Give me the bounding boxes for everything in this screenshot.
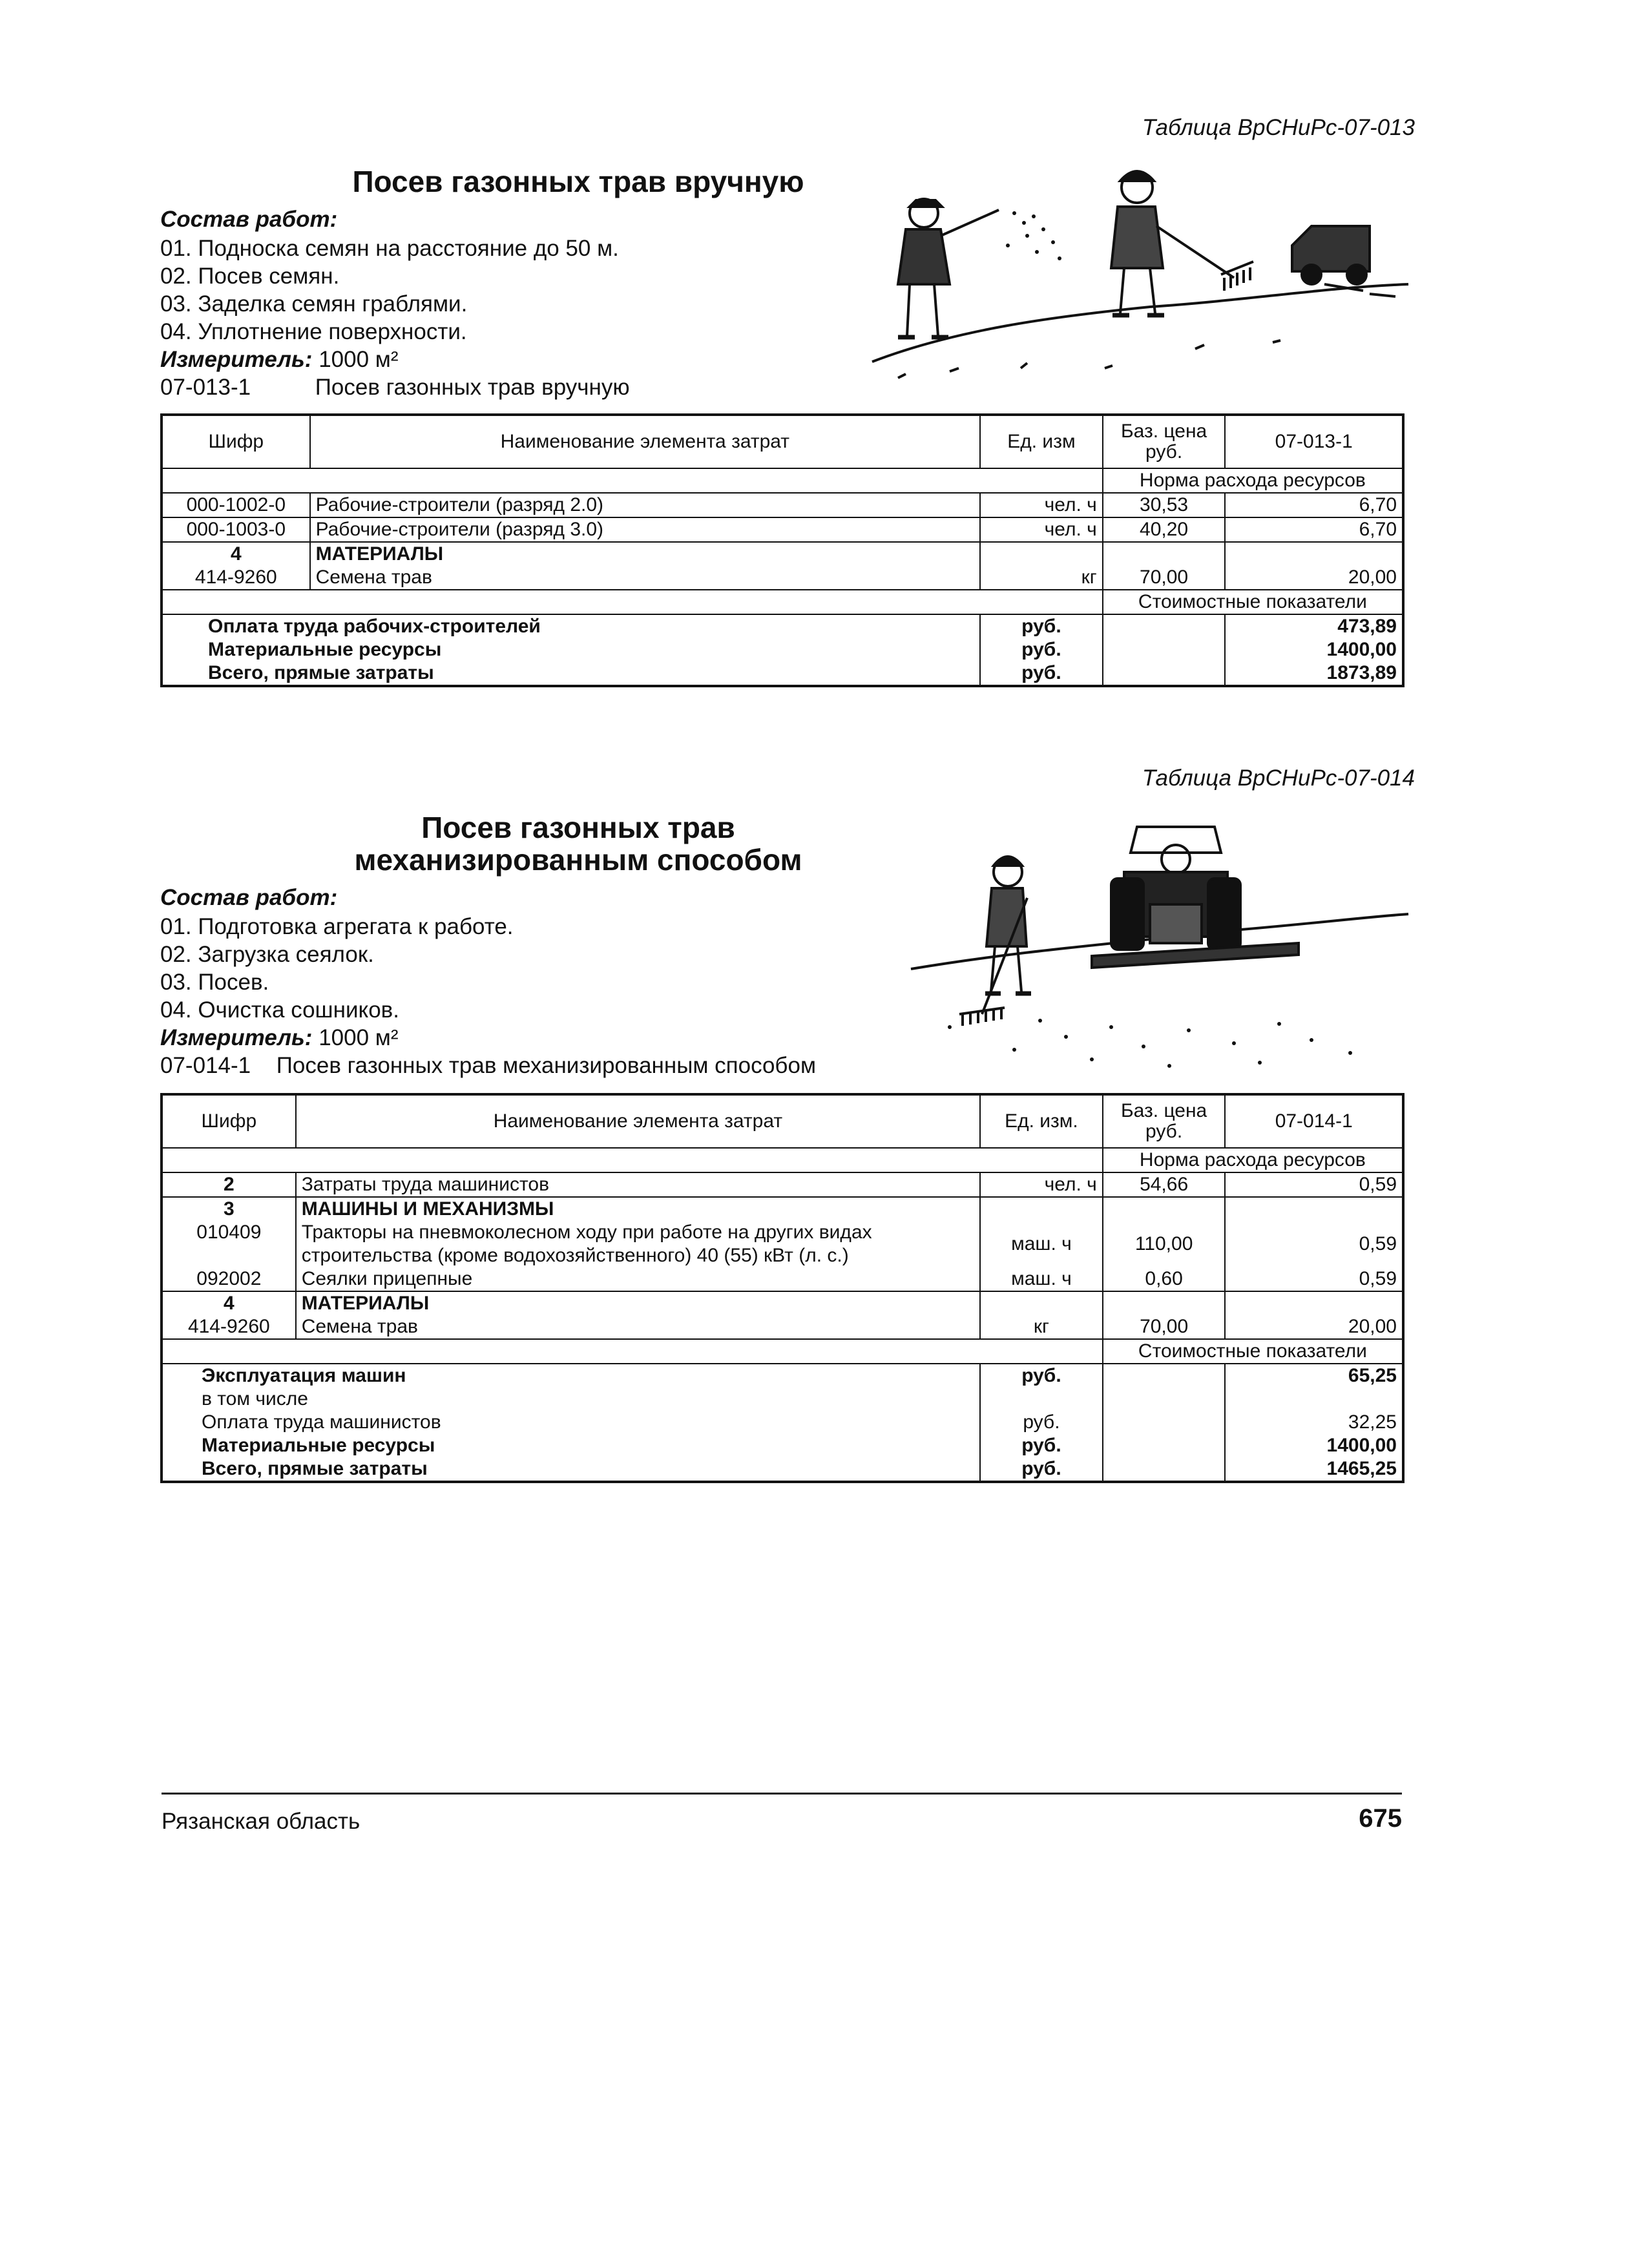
work-item: 01. Подготовка агрегата к работе.: [160, 914, 514, 939]
total-unit: руб.: [980, 1411, 1103, 1434]
illustration-manual-sowing: [859, 155, 1415, 401]
measure-value: 1000 м²: [319, 347, 399, 372]
cell-norm: [1225, 542, 1403, 566]
total-unit: руб.: [980, 1457, 1103, 1482]
table-caption-2: Таблица ВрСНиРс-07-014: [1142, 765, 1415, 791]
cell-norm: 0,59: [1225, 1267, 1403, 1291]
code-line-1: [160, 373, 630, 401]
table-row: [162, 1221, 1403, 1267]
total-row: [162, 1388, 1403, 1411]
header-code: Шифр: [162, 1094, 296, 1148]
work-composition-label-1: Состав работ:: [160, 207, 338, 232]
total-unit: руб.: [980, 1434, 1103, 1457]
cell-unit: чел. ч: [980, 493, 1103, 517]
total-value: 65,25: [1225, 1364, 1403, 1388]
cell-price: 110,00: [1103, 1221, 1226, 1267]
page-number: 675: [1359, 1804, 1402, 1833]
total-row: [162, 1457, 1403, 1482]
cell-code: 414-9260: [162, 566, 310, 590]
cell-unit: чел. ч: [980, 517, 1103, 542]
cell-code: 4: [162, 542, 310, 566]
band-norm: Норма расхода ресурсов: [1103, 1148, 1403, 1172]
cell-norm: 6,70: [1225, 493, 1403, 517]
work-item: 04. Уплотнение поверхности.: [160, 319, 467, 344]
cell-norm: 0,59: [1225, 1221, 1403, 1267]
cell-norm: 6,70: [1225, 517, 1403, 542]
cell-price: 70,00: [1103, 1315, 1226, 1339]
total-row: [162, 1411, 1403, 1434]
total-name: Материальные ресурсы: [162, 1434, 980, 1457]
code-line-name: Посев газонных трав механизированным способом: [276, 1053, 817, 1078]
cell-price: [1103, 542, 1226, 566]
cell-unit: [980, 1291, 1103, 1315]
header-price: Баз. цена руб.: [1103, 415, 1226, 468]
table-row: [162, 1291, 1403, 1315]
total-value: 1400,00: [1225, 1434, 1403, 1457]
table-row: [162, 1197, 1403, 1221]
cell-unit: чел. ч: [980, 1172, 1103, 1197]
cell-name: Семена трав: [296, 1315, 980, 1339]
cell-name: Тракторы на пневмоколесном ходу при работе на других видах строительства (кроме водохозяйственного) 40 (55) кВт (л. с.): [296, 1221, 980, 1267]
total-value: 32,25: [1225, 1411, 1403, 1434]
cell-norm: [1225, 1291, 1403, 1315]
cell-code: 4: [162, 1291, 296, 1315]
footer-divider: [162, 1793, 1402, 1795]
total-row: [162, 1434, 1403, 1457]
section-title-2-line1: Посев газонных трав: [421, 811, 735, 844]
cost-table-1: [160, 413, 1405, 687]
code-line-2: [160, 1052, 816, 1079]
total-unit: руб.: [980, 661, 1103, 686]
cell-norm: 20,00: [1225, 566, 1403, 590]
code-line-name: Посев газонных трав вручную: [315, 375, 630, 400]
total-unit: руб.: [980, 1364, 1103, 1388]
measure-label: Измеритель:: [160, 347, 313, 372]
cell-norm: 0,59: [1225, 1172, 1403, 1197]
header-code: Шифр: [162, 415, 310, 468]
cell-name: Сеялки прицепные: [296, 1267, 980, 1291]
cell-price: 30,53: [1103, 493, 1226, 517]
total-name: Эксплуатация машин: [162, 1364, 980, 1388]
cell-unit: [980, 542, 1103, 566]
total-unit: руб.: [980, 638, 1103, 661]
work-item: 02. Загрузка сеялок.: [160, 942, 374, 967]
cell-unit: кг: [980, 1315, 1103, 1339]
cell-price: 0,60: [1103, 1267, 1226, 1291]
measure-line-2: [160, 1024, 399, 1052]
cell-price: [1103, 1291, 1226, 1315]
header-norm: 07-013-1: [1225, 415, 1403, 468]
header-unit: Ед. изм: [980, 415, 1103, 468]
total-row: [162, 1364, 1403, 1388]
cell-code: 000-1003-0: [162, 517, 310, 542]
total-value: 1400,00: [1225, 638, 1403, 661]
table-caption-1: Таблица ВрСНиРс-07-013: [1142, 115, 1415, 140]
band-cost: Стоимостные показатели: [1103, 1339, 1403, 1364]
cell-name: МАШИНЫ И МЕХАНИЗМЫ: [296, 1197, 980, 1221]
cell-name: Семена трав: [310, 566, 980, 590]
section-title-2-line2: механизированным способом: [354, 843, 802, 877]
cell-unit: маш. ч: [980, 1267, 1103, 1291]
cell-unit: кг: [980, 566, 1103, 590]
work-item: 02. Посев семян.: [160, 264, 340, 289]
total-unit: [980, 1388, 1103, 1411]
cell-name: Рабочие-строители (разряд 2.0): [310, 493, 980, 517]
code-line-code: 07-013-1: [160, 375, 251, 400]
measure-label: Измеритель:: [160, 1025, 313, 1050]
work-item: 04. Очистка сошников.: [160, 997, 399, 1023]
work-item: 03. Посев.: [160, 970, 269, 995]
band-norm: Норма расхода ресурсов: [1103, 468, 1403, 493]
footer-region: Рязанская область: [162, 1809, 360, 1834]
band-cost: Стоимостные показатели: [1103, 590, 1403, 614]
cell-price: 54,66: [1103, 1172, 1226, 1197]
cell-price: 70,00: [1103, 566, 1226, 590]
table-row: [162, 1172, 1403, 1197]
cell-name: МАТЕРИАЛЫ: [296, 1291, 980, 1315]
code-line-code: 07-014-1: [160, 1053, 251, 1078]
cell-unit: маш. ч: [980, 1221, 1103, 1267]
table-row: [162, 1315, 1403, 1339]
measure-line-1: [160, 346, 399, 373]
total-name: Оплата труда рабочих-строителей: [162, 614, 980, 638]
cell-price: [1103, 1197, 1226, 1221]
cell-unit: [980, 1197, 1103, 1221]
total-value: 473,89: [1225, 614, 1403, 638]
table-row: [162, 493, 1403, 517]
table-row: [162, 1267, 1403, 1291]
total-name: Материальные ресурсы: [162, 638, 980, 661]
header-unit: Ед. изм.: [980, 1094, 1103, 1148]
header-price: Баз. цена руб.: [1103, 1094, 1226, 1148]
work-composition-label-2: Состав работ:: [160, 885, 338, 910]
cell-code: 414-9260: [162, 1315, 296, 1339]
section-title-1: Посев газонных трав вручную: [352, 165, 804, 198]
total-value: 1873,89: [1225, 661, 1403, 686]
table-row: [162, 566, 1403, 590]
work-item: 03. Заделка семян граблями.: [160, 291, 468, 317]
total-name: в том числе: [162, 1388, 980, 1411]
total-value: 1465,25: [1225, 1457, 1403, 1482]
cell-name: Рабочие-строители (разряд 3.0): [310, 517, 980, 542]
total-row: [162, 614, 1403, 638]
cost-table-2: [160, 1093, 1405, 1483]
cell-norm: 20,00: [1225, 1315, 1403, 1339]
illustration-tractor-sowing: [898, 801, 1415, 1085]
total-row: [162, 638, 1403, 661]
table-row: [162, 542, 1403, 566]
measure-value: 1000 м²: [319, 1025, 399, 1050]
cell-code: 010409: [162, 1221, 296, 1267]
table-row: [162, 517, 1403, 542]
cell-code: 3: [162, 1197, 296, 1221]
header-name: Наименование элемента затрат: [310, 415, 980, 468]
total-unit: руб.: [980, 614, 1103, 638]
total-name: Всего, прямые затраты: [162, 1457, 980, 1482]
total-name: Оплата труда машинистов: [162, 1411, 980, 1434]
total-row: [162, 661, 1403, 686]
work-item: 01. Подноска семян на расстояние до 50 м.: [160, 236, 619, 261]
cell-name: Затраты труда машинистов: [296, 1172, 980, 1197]
total-value: [1225, 1388, 1403, 1411]
cell-code: 000-1002-0: [162, 493, 310, 517]
cell-norm: [1225, 1197, 1403, 1221]
header-norm: 07-014-1: [1225, 1094, 1403, 1148]
cell-price: 40,20: [1103, 517, 1226, 542]
cell-code: 092002: [162, 1267, 296, 1291]
cell-code: 2: [162, 1172, 296, 1197]
total-name: Всего, прямые затраты: [162, 661, 980, 686]
cell-name: МАТЕРИАЛЫ: [310, 542, 980, 566]
header-name: Наименование элемента затрат: [296, 1094, 980, 1148]
